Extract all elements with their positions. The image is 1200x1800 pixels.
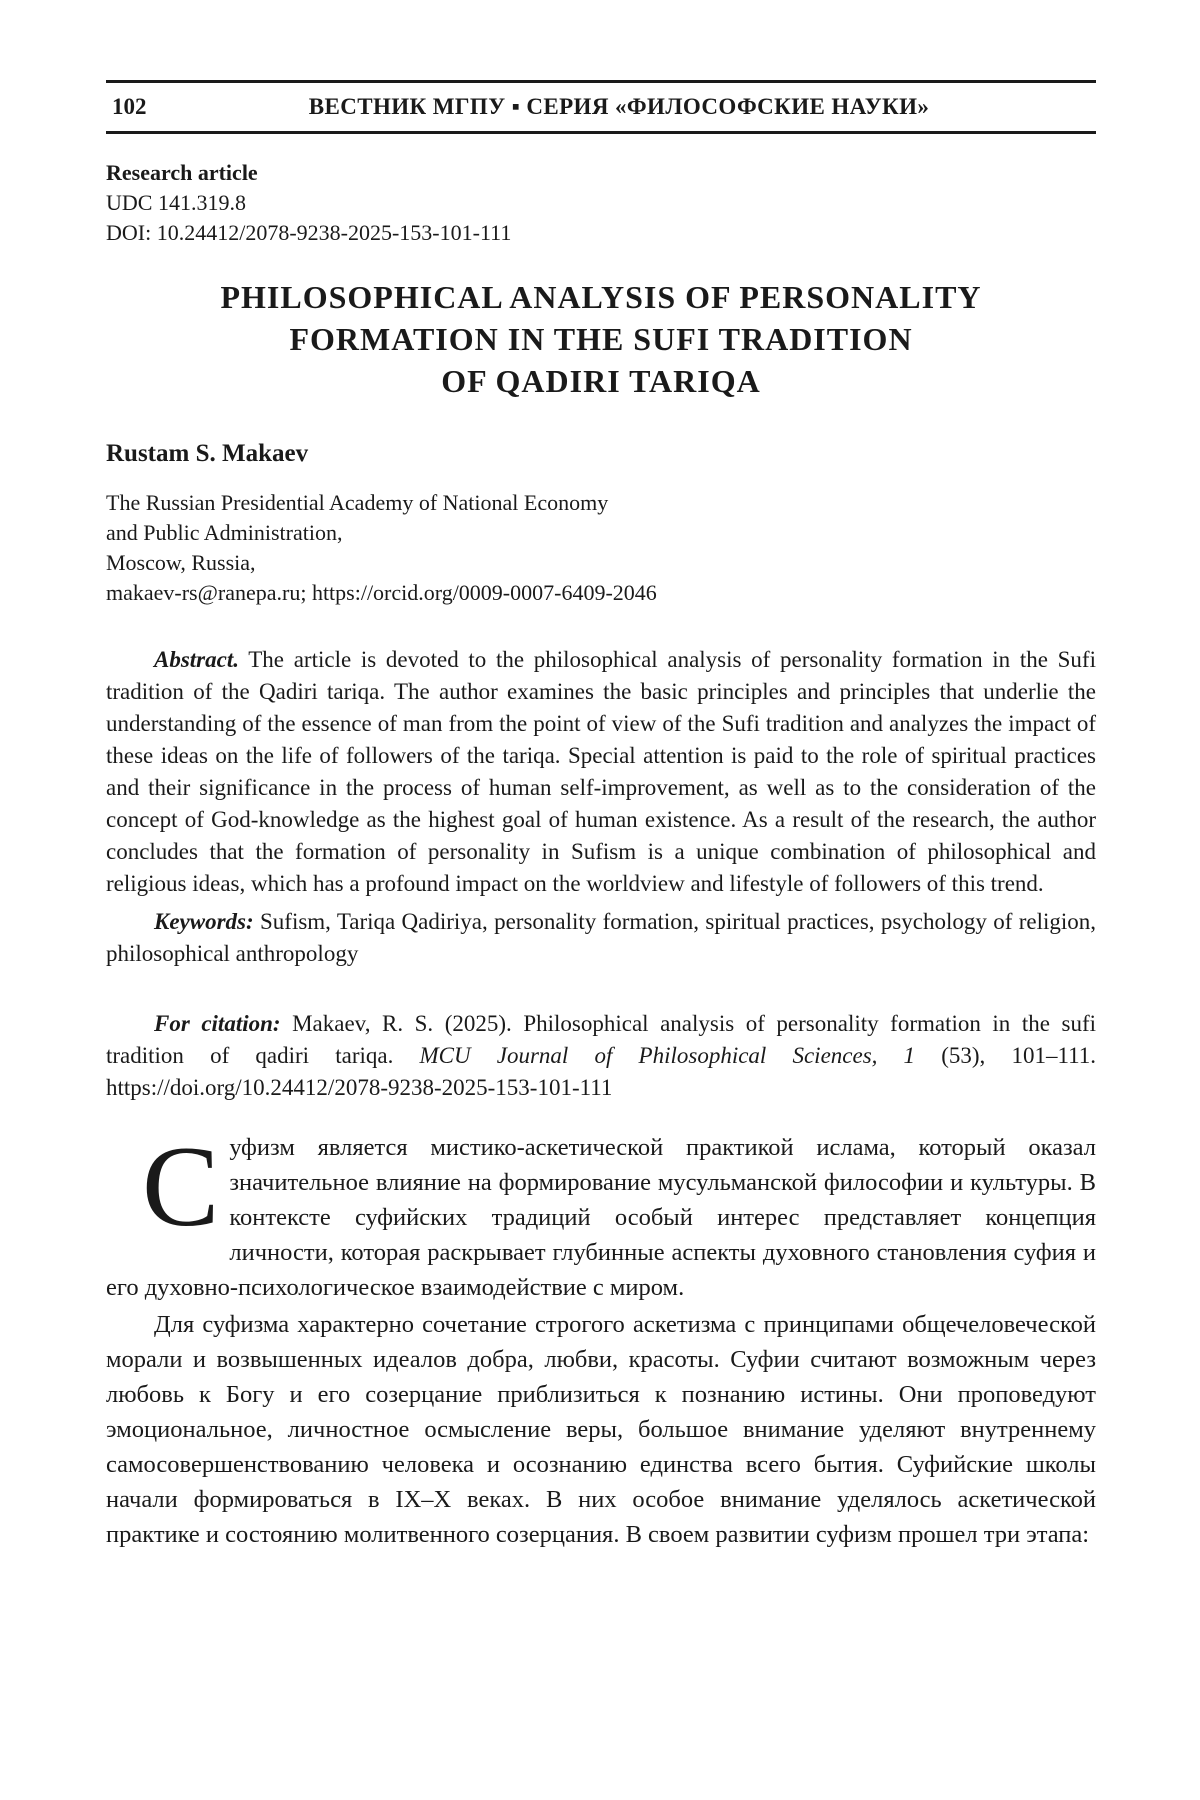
paragraph-1-text: уфизм является мистико-аскетической практикой ислама, который оказал значительное влияние на формирование мусульманской философии и культуры. В контексте суфийских традиций особый интерес представляет концепция личности, которая раскрывает глубинные аспекты духовного становления суфия и его духовно-психологическое взаимодействие с миром.: [106, 1134, 1096, 1301]
affiliation-line-3: Moscow, Russia,: [106, 550, 256, 575]
article-meta: [106, 158, 1096, 248]
citation-text-end: (53), 101–111. https://doi.org/10.24412/2078-9238-2025-153-101-111: [106, 1043, 1096, 1100]
article-body: [106, 1123, 1096, 1552]
author-name: Rustam S. Makaev: [106, 440, 309, 467]
title-line-1: PHILOSOPHICAL ANALYSIS OF PERSONALITY: [220, 279, 982, 315]
citation: [106, 1008, 1096, 1104]
author-affiliation: [106, 488, 1096, 608]
title-line-3: OF QADIRI TARIQA: [441, 363, 761, 399]
abstract: [106, 644, 1096, 900]
journal-title: ВЕСТНИК МГПУ ▪ СЕРИЯ «ФИЛОСОФСКИЕ НАУКИ»: [308, 94, 930, 119]
article-page: [106, 80, 1096, 1552]
keywords: [106, 906, 1096, 970]
affiliation-line-2: and Public Administration,: [106, 520, 343, 545]
doi: DOI: 10.24412/2078-9238-2025-153-101-111: [106, 220, 512, 245]
abstract-text: The article is devoted to the philosophical analysis of personality formation in the Sufi tradition of the Qadiri tariqa. The author examines the basic principles and principles that underlie the understanding of the essence of man from the point of view of the Sufi tradition and analyzes the impact of these ideas on the life of followers of the tariqa. Special attention is paid to the role of spiritual practices and their significance in the process of human self-improvement, as well as to the consideration of the concept of God-knowledge as the highest goal of human existence. As a result of the research, the author concludes that the formation of personality in Sufism is a unique combination of philosophical and religious ideas, which has a profound impact on the worldview and lifestyle of followers of this trend.: [106, 647, 1096, 896]
running-header: [106, 83, 1096, 131]
citation-text: Makaev, R. S. (2025). Philosophical analysis of personality formation in the sufi tradition of qadiri tariqa.: [106, 1011, 1096, 1068]
title-line-2: FORMATION IN THE SUFI TRADITION: [289, 321, 913, 357]
citation-journal: MCU Journal of Philosophical Sciences, 1: [419, 1043, 916, 1068]
citation-label: For citation:: [154, 1011, 281, 1036]
article-type: Research article: [106, 160, 258, 185]
keywords-text: Sufism, Tariqa Qadiriya, personality formation, spiritual practices, psychology of religion, philosophical anthropology: [106, 909, 1096, 966]
article-title: [106, 276, 1096, 402]
header-bottom-rule: [106, 131, 1096, 134]
affiliation-line-1: The Russian Presidential Academy of National Economy: [106, 490, 609, 515]
author-contact: makaev-rs@ranepa.ru; https://orcid.org/0009-0007-6409-2046: [106, 580, 657, 605]
drop-cap: С: [142, 1123, 220, 1251]
udc-code: UDC 141.319.8: [106, 190, 246, 215]
body-paragraph: Для суфизма характерно сочетание строгого аскетизма с принципами общечеловеческой морали и возвышенных идеалов добра, любви, красоты. Суфии считают возможным через любовь к Богу и его созерцание приблизиться к познанию истины. Они проповедуют эмоциональное, личностное осмысление веры, большое внимание уделяют внутреннему самосовершенствованию человека и осознанию единства всего бытия. Суфийские школы начали формироваться в IX–X веках. В них особое внимание уделялось аскетической практике и состоянию молитвенного созерцания. В своем развитии суфизм прошел три этапа:: [106, 1311, 1096, 1548]
page-number: 102: [112, 94, 147, 119]
abstract-label: Abstract.: [154, 647, 239, 672]
keywords-label: Keywords:: [154, 909, 254, 934]
body-paragraph: [106, 1123, 1096, 1305]
